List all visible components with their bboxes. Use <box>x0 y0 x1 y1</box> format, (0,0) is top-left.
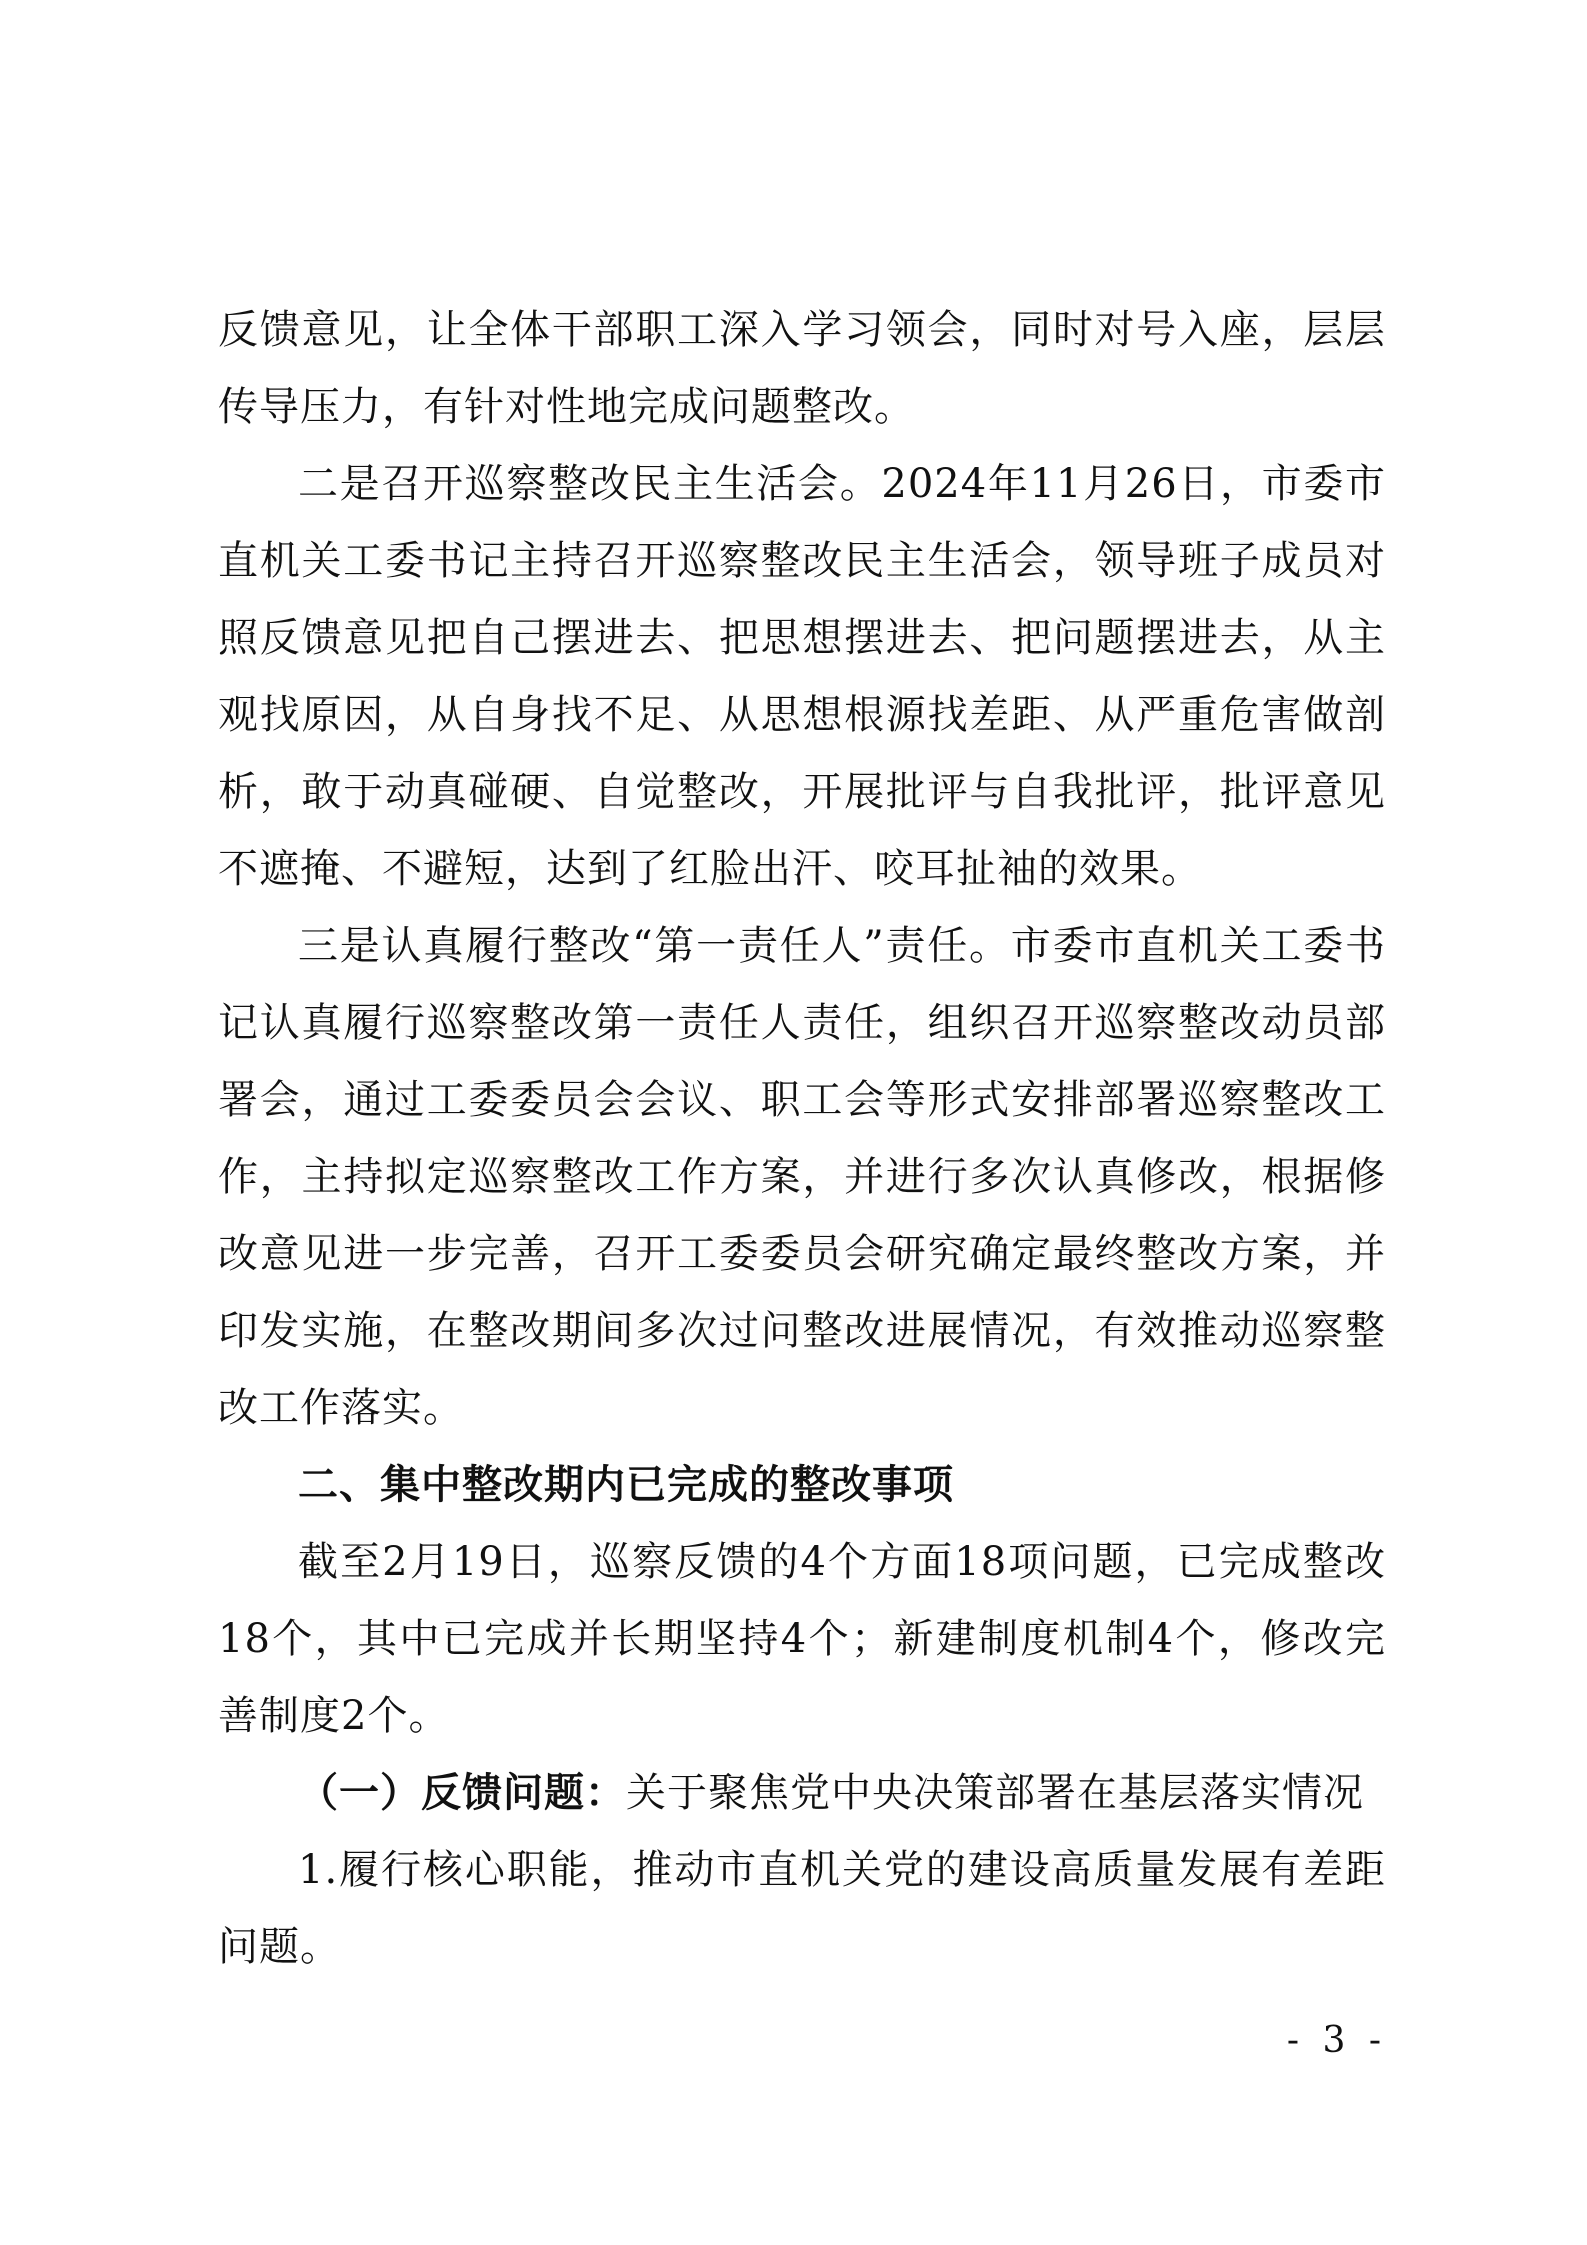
paragraph-completion-summary: 截至2月19日，巡察反馈的4个方面18项问题，已完成整改18个，其中已完成并长期坚持4个；新建制度机制4个，修改完善制度2个。 <box>218 1539 1386 1739</box>
paragraph-continuation: 反馈意见，让全体干部职工深入学习领会，同时对号入座，层层传导压力，有针对性地完成问题整改。 <box>218 307 1386 430</box>
paragraph-feedback-issue-one <box>218 1755 1386 1832</box>
paragraph-item-one: 1.履行核心职能，推动市直机关党的建设高质量发展有差距问题。 <box>218 1847 1386 1970</box>
feedback-issue-text: 关于聚焦党中央决策部署在基层落实情况 <box>626 1770 1364 1816</box>
page-number: - 3 - <box>1286 2020 1387 2061</box>
feedback-issue-label: （一）反馈问题： <box>298 1770 626 1816</box>
paragraph-first-responsible-person: 三是认真履行整改“第一责任人”责任。市委市直机关工委书记认真履行巡察整改第一责任人责任，组织召开巡察整改动员部署会，通过工委委员会会议、职工会等形式安排部署巡察整改工作，主持拟定巡察整改工作方案，并进行多次认真修改，根据修改意见进一步完善，召开工委委员会研究确定最终整改方案，并印发实施，在整改期间多次过问整改进展情况，有效推动巡察整改工作落实。 <box>218 923 1386 1431</box>
body-text <box>218 292 1386 1986</box>
paragraph-democratic-life-meeting: 二是召开巡察整改民主生活会。2024年11月26日，市委市直机关工委书记主持召开巡察整改民主生活会，领导班子成员对照反馈意见把自己摆进去、把思想摆进去、把问题摆进去，从主观找原因，从自身找不足、从思想根源找差距、从严重危害做剖析，敢于动真碰硬、自觉整改，开展批评与自我批评，批评意见不遮掩、不避短，达到了红脸出汗、咬耳扯袖的效果。 <box>218 461 1386 892</box>
section-heading-completed-items: 二、集中整改期内已完成的整改事项 <box>298 1462 954 1508</box>
